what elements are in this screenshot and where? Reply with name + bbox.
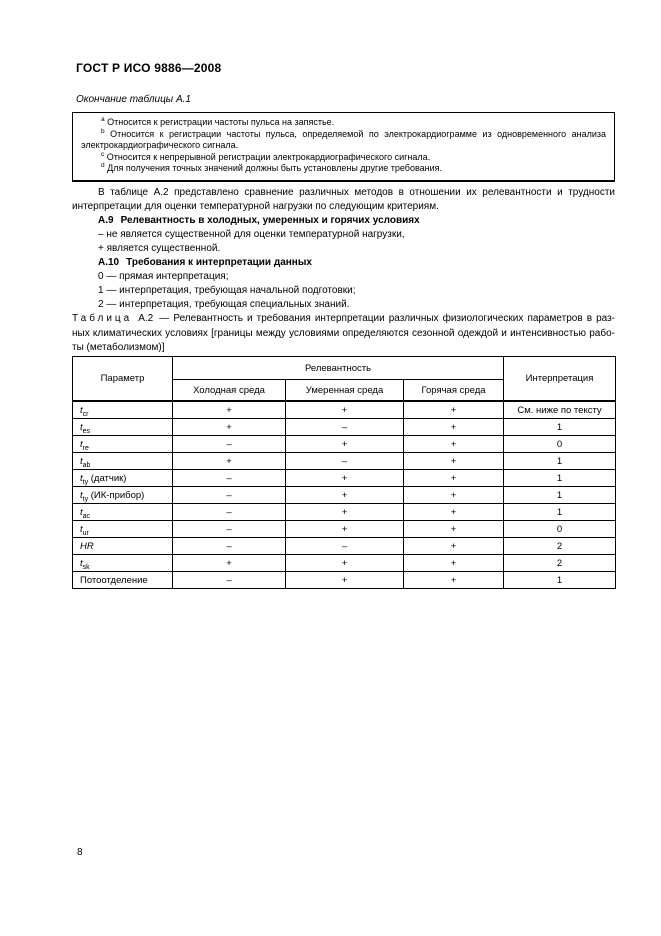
- table-a2-caption-number: А.2: [138, 313, 154, 324]
- table-row: [73, 470, 616, 487]
- a9-item-0: – не является существенной для оценки температурной нагрузки,: [98, 229, 405, 240]
- relevance-cell-1: +: [286, 487, 404, 504]
- parameter-cell: $t_{ty}$ (датчик): [73, 470, 173, 487]
- parameter-cell: $t_{ac}$: [73, 504, 173, 521]
- table-a2-caption: [72, 312, 615, 356]
- table-row: [73, 555, 616, 572]
- relevance-cell-1: +: [286, 436, 404, 453]
- interpretation-cell: 2: [504, 538, 616, 555]
- table-a1-footnote-d: $^d$ Для получения точных значений должны быть установлены другие требования.: [101, 162, 443, 174]
- interpretation-cell: См. ниже по тексту: [504, 401, 616, 419]
- table-a1-footnote-c: $^c$ Относится к непрерывной регистрации электрокардиографического сигнала.: [101, 150, 431, 162]
- a10-item-2: 2 — интерпретация, требующая специальных знаний.: [98, 299, 350, 310]
- parameter-cell: $t_{cr}$: [73, 401, 173, 419]
- interpretation-cell: 1: [504, 504, 616, 521]
- interpretation-cell: 1: [504, 487, 616, 504]
- relevance-cell-0: –: [173, 487, 286, 504]
- relevance-cell-0: +: [173, 401, 286, 419]
- table-a2: [72, 356, 616, 589]
- footnote-marker: a: [101, 116, 105, 123]
- a9-item-1: + является существенной.: [98, 243, 221, 254]
- relevance-cell-1: +: [286, 470, 404, 487]
- section-a10-number: А.10: [98, 257, 120, 268]
- section-a10-criteria-list: [72, 270, 615, 312]
- section-a9-heading: [72, 214, 615, 228]
- relevance-cell-0: –: [173, 521, 286, 538]
- table-row: [73, 436, 616, 453]
- table-a1-footnote-box: [72, 112, 615, 182]
- relevance-cell-2: +: [404, 504, 504, 521]
- relevance-cell-0: –: [173, 436, 286, 453]
- document-title: ГОСТ Р ИСО 9886—2008: [76, 61, 222, 75]
- col-header-environment-0: Холодная среда: [173, 380, 286, 402]
- section-a10-heading: [72, 256, 615, 270]
- intro-paragraph: В таблице А.2 представлено сравнение различных методов в отношении их релевантности и трудности интерпретации для оценки температурной нагрузки по следующим критериям.: [72, 187, 615, 212]
- col-header-parameter: Параметр: [73, 357, 173, 402]
- relevance-cell-1: –: [286, 419, 404, 436]
- interpretation-cell: 1: [504, 572, 616, 589]
- relevance-cell-2: +: [404, 470, 504, 487]
- section-a9-criteria-list: [72, 228, 615, 256]
- parameter-cell: $t_{ur}$: [73, 521, 173, 538]
- relevance-cell-1: +: [286, 504, 404, 521]
- parameter-cell: $t_{re}$: [73, 436, 173, 453]
- relevance-cell-2: +: [404, 555, 504, 572]
- relevance-cell-2: +: [404, 521, 504, 538]
- table-row: [73, 401, 616, 419]
- relevance-cell-1: +: [286, 401, 404, 419]
- table-row: [73, 521, 616, 538]
- relevance-cell-0: –: [173, 504, 286, 521]
- parameter-cell: $t_{ty}$ (ИК-прибор): [73, 487, 173, 504]
- interpretation-cell: 1: [504, 470, 616, 487]
- col-header-relevance: Релевантность: [173, 357, 504, 380]
- interpretation-cell: 1: [504, 453, 616, 470]
- relevance-cell-0: –: [173, 538, 286, 555]
- table-row: [73, 487, 616, 504]
- parameter-cell: $t_{es}$: [73, 419, 173, 436]
- relevance-cell-0: +: [173, 453, 286, 470]
- a10-item-0: 0 — прямая интерпретация;: [98, 271, 229, 282]
- relevance-cell-1: +: [286, 572, 404, 589]
- col-header-environment-1: Умеренная среда: [286, 380, 404, 402]
- section-a10-title: Требования к интерпретации данных: [126, 257, 312, 268]
- table-row: [73, 504, 616, 521]
- relevance-cell-2: +: [404, 572, 504, 589]
- table-a1-continuation-caption: Окончание таблицы А.1: [76, 94, 191, 105]
- relevance-cell-2: +: [404, 453, 504, 470]
- table-a2-caption-text: — Релевантность и требования интерпретации различных физиологических параметров в разных климатических условиях [границы между условиями определяются сезонной одеждой и интенсивностью работы (метаболизмом)]: [72, 313, 616, 354]
- relevance-cell-1: –: [286, 538, 404, 555]
- parameter-cell: $t_{sk}$: [73, 555, 173, 572]
- relevance-cell-0: +: [173, 555, 286, 572]
- relevance-cell-0: –: [173, 572, 286, 589]
- page-number: 8: [77, 847, 83, 858]
- footnote-marker: c: [101, 150, 105, 158]
- a10-item-1: 1 — интерпретация, требующая начальной подготовки;: [98, 285, 356, 296]
- section-a9-title: Релевантность в холодных, умеренных и горячих условиях: [120, 215, 420, 226]
- relevance-cell-0: –: [173, 470, 286, 487]
- table-row: [73, 538, 616, 555]
- table-a1-footnote-b: $^b$ Относится к регистрации частоты пульса, определяемой по электрокардиограмме из одновременного анализа электрокардиографического сигнала.: [81, 127, 606, 151]
- section-a9-number: А.9: [98, 215, 114, 226]
- col-header-interpretation: Интерпретация: [504, 357, 616, 402]
- table-row: [73, 453, 616, 470]
- table-a2-caption-label: Таблица: [72, 313, 133, 324]
- interpretation-cell: 1: [504, 419, 616, 436]
- relevance-cell-2: +: [404, 487, 504, 504]
- table-a1-footnote-a: $^a$ Относится к регистрации частоты пульса на запястье.: [101, 116, 335, 127]
- relevance-cell-2: +: [404, 436, 504, 453]
- relevance-cell-2: +: [404, 538, 504, 555]
- table-row: [73, 419, 616, 436]
- interpretation-cell: 0: [504, 436, 616, 453]
- relevance-cell-1: –: [286, 453, 404, 470]
- parameter-cell: Потоотделение: [73, 572, 173, 589]
- parameter-cell: HR: [73, 538, 173, 555]
- relevance-cell-1: +: [286, 521, 404, 538]
- footnote-marker: b: [101, 127, 105, 135]
- table-row: [73, 572, 616, 589]
- relevance-cell-0: +: [173, 419, 286, 436]
- body-text: [72, 186, 615, 312]
- interpretation-cell: 0: [504, 521, 616, 538]
- parameter-cell: $t_{ab}$: [73, 453, 173, 470]
- relevance-cell-1: +: [286, 555, 404, 572]
- relevance-cell-2: +: [404, 401, 504, 419]
- col-header-environment-2: Горячая среда: [404, 380, 504, 402]
- relevance-cell-2: +: [404, 419, 504, 436]
- footnote-marker: d: [101, 162, 105, 170]
- interpretation-cell: 2: [504, 555, 616, 572]
